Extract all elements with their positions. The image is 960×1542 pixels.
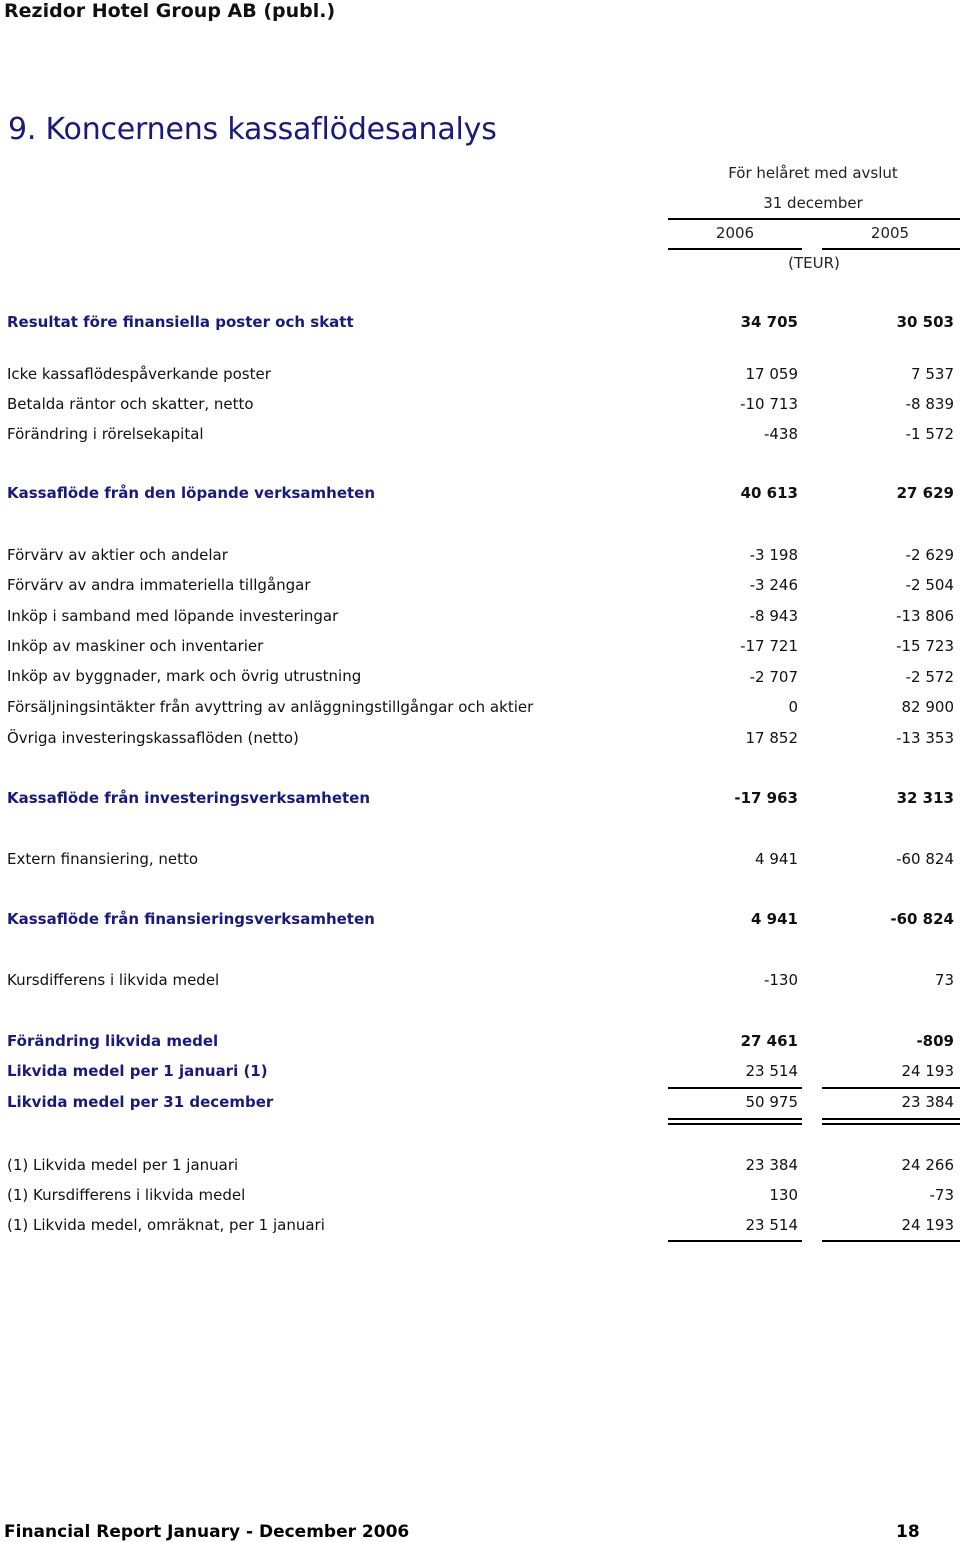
row-label: Resultat före finansiella poster och skatt bbox=[7, 313, 354, 331]
value-2005: -1 572 bbox=[905, 425, 954, 443]
value-2006: -2 707 bbox=[749, 668, 798, 686]
table-row bbox=[0, 576, 960, 598]
total-double-rule-2005-b bbox=[822, 1123, 960, 1125]
header-rule bbox=[668, 218, 960, 220]
subtotal-rule-2006 bbox=[668, 1087, 802, 1089]
row-label: Likvida medel per 1 januari (1) bbox=[7, 1062, 268, 1080]
table-row bbox=[0, 698, 960, 720]
year-2006-header: 2006 bbox=[715, 224, 755, 242]
table-row bbox=[0, 1032, 960, 1054]
row-label: Förändring i rörelsekapital bbox=[7, 425, 204, 443]
row-label: Betalda räntor och skatter, netto bbox=[7, 395, 254, 413]
value-2006: -17 963 bbox=[734, 789, 798, 807]
year-2005-header: 2005 bbox=[870, 224, 910, 242]
note-label: (1) Likvida medel per 1 januari bbox=[7, 1156, 239, 1174]
row-label: Inköp av byggnader, mark och övrig utrustning bbox=[7, 667, 362, 685]
subtotal-rule-2005 bbox=[822, 1087, 960, 1089]
period-header-line2: 31 december bbox=[763, 194, 863, 212]
value-2005: 24 193 bbox=[901, 1216, 954, 1234]
value-2006: -10 713 bbox=[740, 395, 798, 413]
table-row bbox=[0, 395, 960, 417]
value-2006: 27 461 bbox=[740, 1032, 798, 1050]
period-header-line1: För helåret med avslut bbox=[728, 164, 898, 182]
value-2005: -60 824 bbox=[896, 850, 954, 868]
value-2005: -15 723 bbox=[896, 637, 954, 655]
note-row bbox=[0, 1216, 960, 1238]
value-2006: -17 721 bbox=[740, 637, 798, 655]
company-name: Rezidor Hotel Group AB (publ.) bbox=[4, 0, 336, 22]
table-row bbox=[0, 637, 960, 659]
footer-report-title: Financial Report January - December 2006 bbox=[4, 1522, 410, 1542]
row-label: Inköp av maskiner och inventarier bbox=[7, 637, 264, 655]
value-2006: -130 bbox=[763, 971, 798, 989]
row-label: Förvärv av andra immateriella tillgångar bbox=[7, 576, 311, 594]
table-row bbox=[0, 1062, 960, 1084]
value-2006: -3 246 bbox=[749, 576, 798, 594]
total-double-rule-2005-a bbox=[822, 1118, 960, 1120]
table-row bbox=[0, 910, 960, 932]
value-2006: 23 514 bbox=[745, 1062, 798, 1080]
value-2005: -73 bbox=[929, 1186, 954, 1204]
note-label: (1) Likvida medel, omräknat, per 1 januari bbox=[7, 1216, 325, 1234]
value-2005: 7 537 bbox=[911, 365, 954, 383]
value-2005: -2 629 bbox=[905, 546, 954, 564]
section-title: 9. Koncernens kassaflödesanalys bbox=[8, 112, 497, 147]
value-2005: 82 900 bbox=[901, 698, 954, 716]
value-2005: -809 bbox=[916, 1032, 954, 1050]
table-row bbox=[0, 1093, 960, 1115]
value-2006: 4 941 bbox=[751, 910, 798, 928]
value-2006: 50 975 bbox=[745, 1093, 798, 1111]
table-row bbox=[0, 607, 960, 629]
table-row bbox=[0, 546, 960, 568]
value-2006: -438 bbox=[763, 425, 798, 443]
row-label: Likvida medel per 31 december bbox=[7, 1093, 274, 1111]
value-2006: 130 bbox=[769, 1186, 798, 1204]
row-label: Förvärv av aktier och andelar bbox=[7, 546, 228, 564]
table-row bbox=[0, 667, 960, 689]
note-row bbox=[0, 1156, 960, 1178]
total-double-rule-2006-a bbox=[668, 1118, 802, 1120]
row-label: Kassaflöde från den löpande verksamheten bbox=[7, 484, 376, 502]
value-2006: 17 059 bbox=[745, 365, 798, 383]
value-2005: 24 266 bbox=[901, 1156, 954, 1174]
value-2005: -13 353 bbox=[896, 729, 954, 747]
value-2005: -8 839 bbox=[905, 395, 954, 413]
unit-label: (TEUR) bbox=[788, 254, 840, 272]
note-rule-2006 bbox=[668, 1240, 802, 1242]
value-2005: 30 503 bbox=[896, 313, 954, 331]
value-2006: 23 514 bbox=[745, 1216, 798, 1234]
value-2005: -13 806 bbox=[896, 607, 954, 625]
row-label: Kursdifferens i likvida medel bbox=[7, 971, 220, 989]
value-2005: 27 629 bbox=[896, 484, 954, 502]
year-2006-rule bbox=[668, 248, 802, 250]
table-row bbox=[0, 365, 960, 387]
value-2005: 32 313 bbox=[896, 789, 954, 807]
row-label: Icke kassaflödespåverkande poster bbox=[7, 365, 271, 383]
total-double-rule-2006-b bbox=[668, 1123, 802, 1125]
year-2005-rule bbox=[822, 248, 960, 250]
value-2005: 73 bbox=[934, 971, 954, 989]
value-2006: 4 941 bbox=[755, 850, 798, 868]
value-2006: -8 943 bbox=[749, 607, 798, 625]
row-label: Kassaflöde från finansieringsverksamheten bbox=[7, 910, 375, 928]
table-row bbox=[0, 484, 960, 506]
value-2005: -2 572 bbox=[905, 668, 954, 686]
value-2005: 24 193 bbox=[901, 1062, 954, 1080]
table-row bbox=[0, 850, 960, 872]
row-label: Kassaflöde från investeringsverksamheten bbox=[7, 789, 371, 807]
table-row bbox=[0, 789, 960, 811]
value-2006: 40 613 bbox=[740, 484, 798, 502]
value-2006: 34 705 bbox=[740, 313, 798, 331]
note-rule-2005 bbox=[822, 1240, 960, 1242]
value-2006: 17 852 bbox=[745, 729, 798, 747]
table-row bbox=[0, 729, 960, 751]
row-label: Övriga investeringskassaflöden (netto) bbox=[7, 729, 299, 747]
row-label: Inköp i samband med löpande investeringar bbox=[7, 607, 339, 625]
table-row bbox=[0, 425, 960, 447]
note-row bbox=[0, 1186, 960, 1208]
row-label: Försäljningsintäkter från avyttring av anläggningstillgångar och aktier bbox=[7, 698, 534, 716]
row-label: Extern finansiering, netto bbox=[7, 850, 199, 868]
table-row bbox=[0, 313, 960, 335]
value-2006: -3 198 bbox=[749, 546, 798, 564]
value-2005: 23 384 bbox=[901, 1093, 954, 1111]
value-2006: 23 384 bbox=[745, 1156, 798, 1174]
table-row bbox=[0, 971, 960, 993]
value-2005: -60 824 bbox=[890, 910, 954, 928]
value-2006: 0 bbox=[788, 698, 798, 716]
value-2005: -2 504 bbox=[905, 576, 954, 594]
row-label: Förändring likvida medel bbox=[7, 1032, 219, 1050]
note-label: (1) Kursdifferens i likvida medel bbox=[7, 1186, 246, 1204]
page-number: 18 bbox=[896, 1522, 920, 1542]
